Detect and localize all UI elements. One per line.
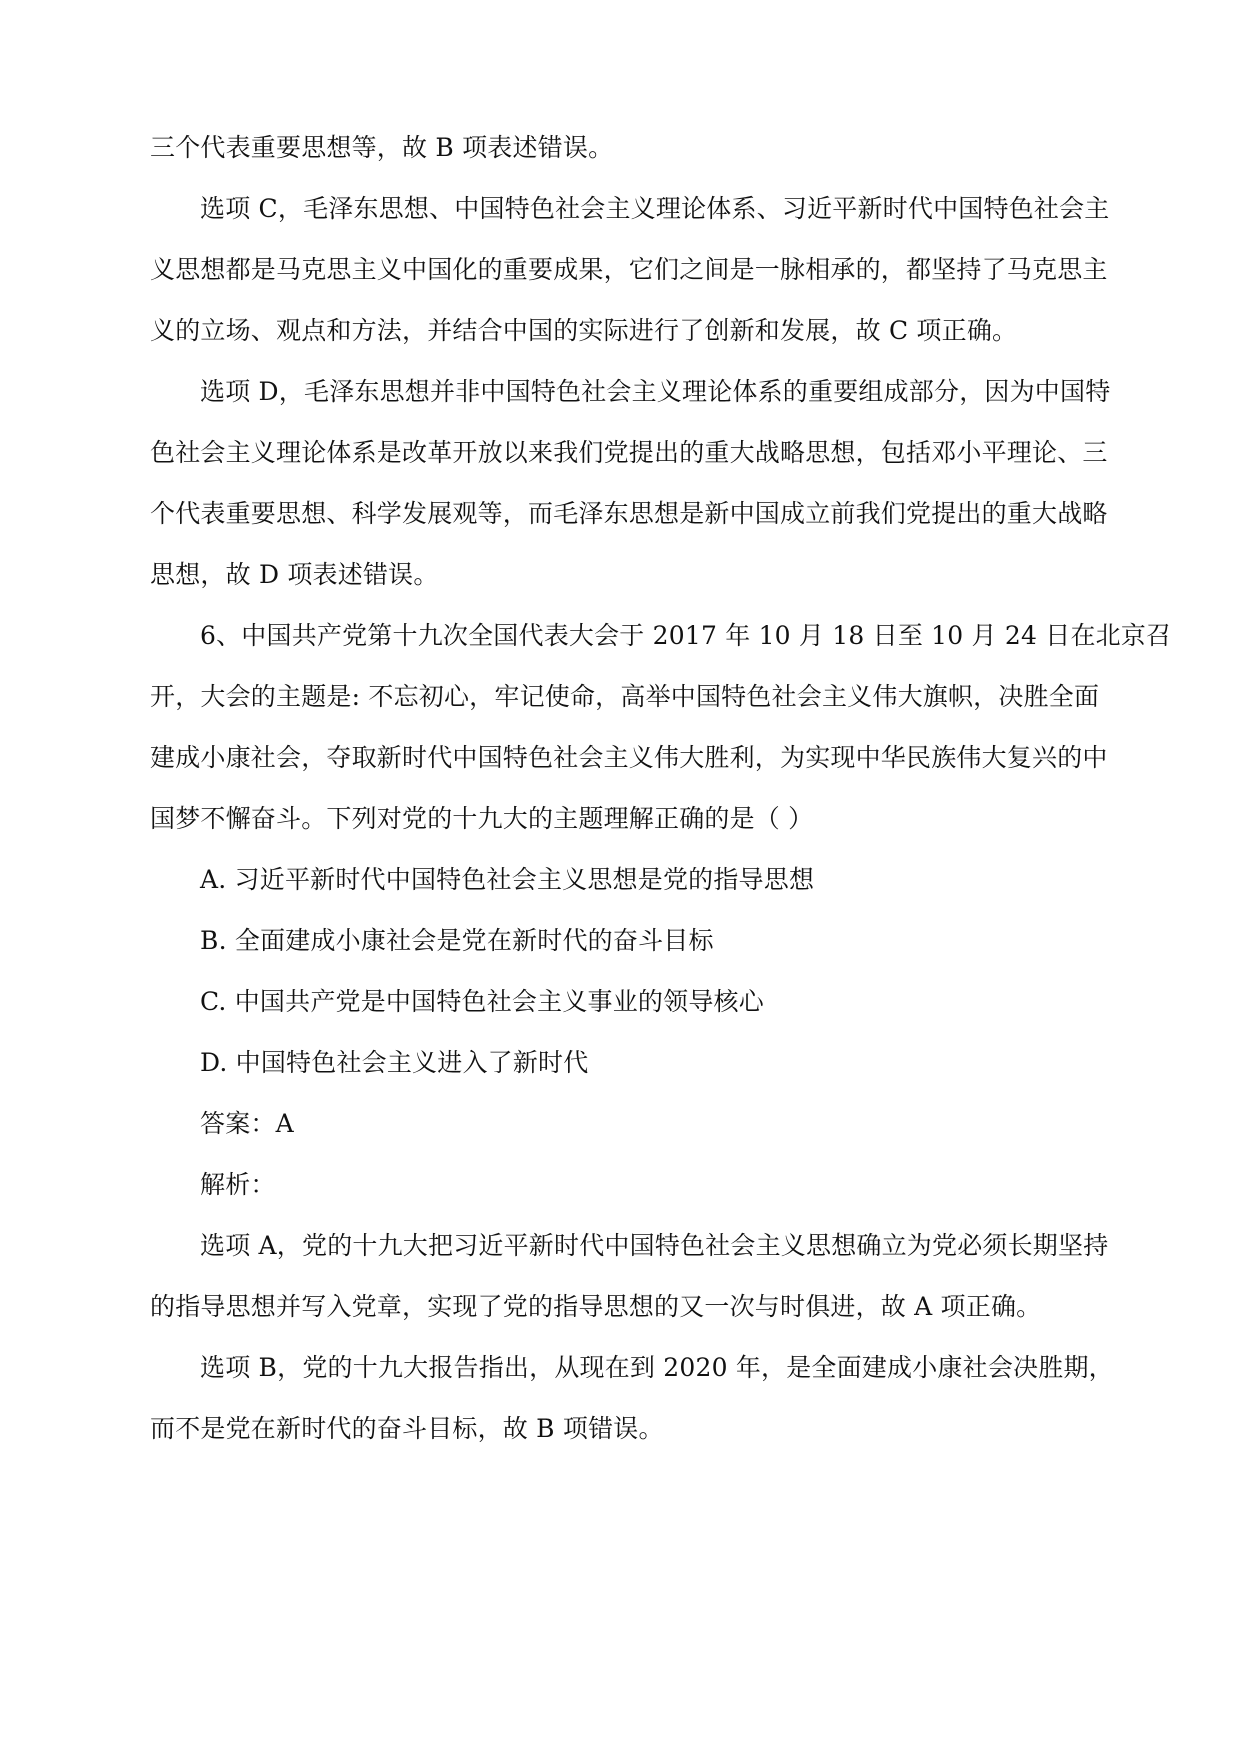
question-stem: 6、中国共产党第十九次全国代表大会于 2017 年 10 月 18 日至 10 月 24 日在北京召 [200, 621, 1172, 650]
text-line: 而不是党在新时代的奋斗目标，故 B 项错误。 [150, 1414, 664, 1443]
option-d: D. 中国特色社会主义进入了新时代 [200, 1048, 589, 1077]
option-b: B. 全面建成小康社会是党在新时代的奋斗目标 [200, 926, 714, 955]
text-line: 义思想都是马克思主义中国化的重要成果，它们之间是一脉相承的，都坚持了马克思主 [150, 255, 1108, 284]
text-line: 的指导思想并写入党章，实现了党的指导思想的又一次与时俱进，故 A 项正确。 [150, 1292, 1042, 1321]
text-line: 选项 D，毛泽东思想并非中国特色社会主义理论体系的重要组成部分，因为中国特 [200, 377, 1111, 406]
option-c: C. 中国共产党是中国特色社会主义事业的领导核心 [200, 987, 764, 1016]
text-line: 三个代表重要思想等，故 B 项表述错误。 [150, 133, 614, 162]
text-line: 色社会主义理论体系是改革开放以来我们党提出的重大战略思想，包括邓小平理论、三 [150, 438, 1108, 467]
text-line: 选项 A，党的十九大把习近平新时代中国特色社会主义思想确立为党必须长期坚持 [200, 1231, 1109, 1260]
option-a: A. 习近平新时代中国特色社会主义思想是党的指导思想 [200, 865, 815, 894]
text-line: 选项 C，毛泽东思想、中国特色社会主义理论体系、习近平新时代中国特色社会主 [200, 194, 1110, 223]
text-line: 选项 B，党的十九大报告指出，从现在到 2020 年，是全面建成小康社会决胜期， [200, 1353, 1114, 1382]
question-stem: 国梦不懈奋斗。下列对党的十九大的主题理解正确的是（ ） [150, 804, 814, 833]
question-stem: 开，大会的主题是: 不忘初心，牢记使命，高举中国特色社会主义伟大旗帜，决胜全面 [150, 682, 1100, 711]
question-stem: 建成小康社会，夺取新时代中国特色社会主义伟大胜利，为实现中华民族伟大复兴的中 [150, 743, 1108, 772]
text-line: 个代表重要思想、科学发展观等，而毛泽东思想是新中国成立前我们党提出的重大战略 [150, 499, 1108, 528]
text-line: 思想，故 D 项表述错误。 [150, 560, 439, 589]
analysis-heading: 解析： [200, 1170, 276, 1199]
answer-line: 答案：A [200, 1109, 294, 1138]
text-line: 义的立场、观点和方法，并结合中国的实际进行了创新和发展，故 C 项正确。 [150, 316, 1018, 345]
